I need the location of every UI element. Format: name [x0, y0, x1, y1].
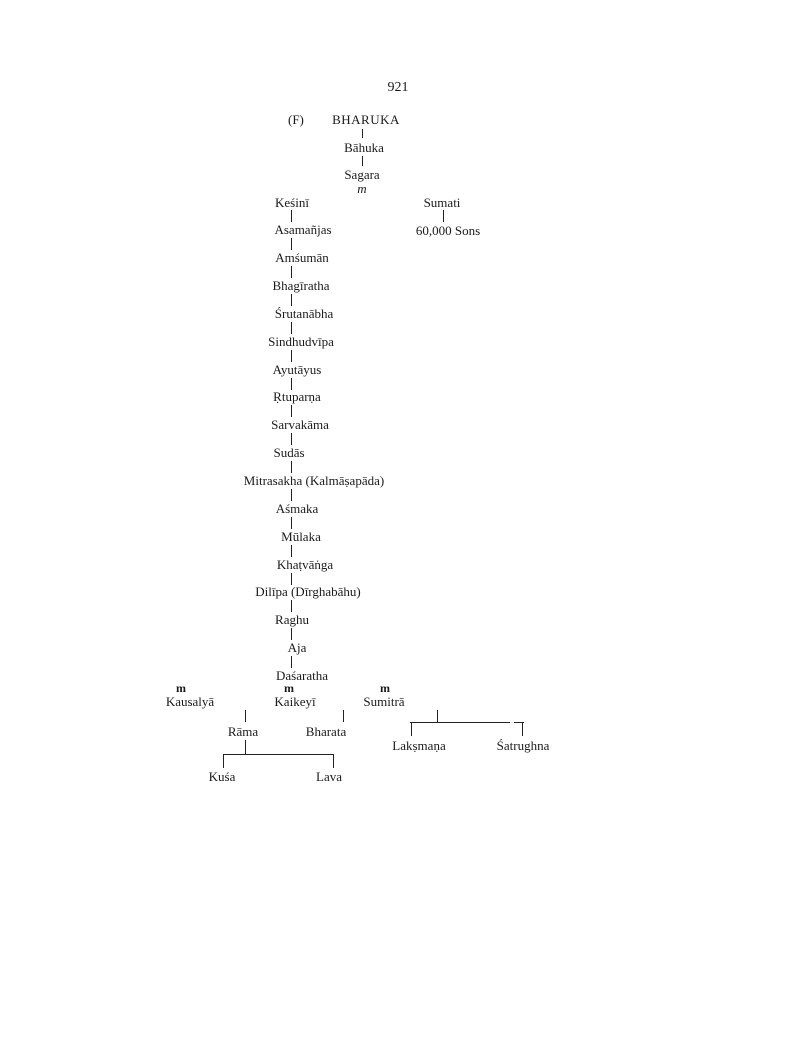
connector	[291, 350, 292, 362]
marriage-mark-kaikeyi: m	[284, 681, 294, 695]
connector	[223, 754, 333, 755]
name-kusa: Kuśa	[208, 769, 236, 784]
connector	[362, 129, 363, 138]
name-mulaka: Mūlaka	[281, 529, 321, 544]
connector	[291, 517, 292, 529]
name-laksmana: Lakṣmaṇa	[392, 738, 446, 753]
name-khatvanga: Khaṭvāṅga	[276, 557, 334, 572]
name-dilipa: Dilīpa (Dīrghabāhu)	[255, 584, 361, 599]
connector	[411, 722, 412, 736]
name-sagara: Sagara	[344, 167, 380, 182]
connector	[291, 628, 292, 640]
name-mitrasakha: Mitrasakha (Kalmāṣapāda)	[243, 473, 385, 488]
connector	[291, 545, 292, 557]
name-asamanjas: Asamañjas	[274, 222, 332, 237]
name-sindhudvipa: Sindhudvīpa	[268, 334, 334, 349]
name-kesini: Keśinī	[275, 195, 309, 210]
connector	[443, 210, 444, 222]
name-sumitra: Sumitrā	[363, 694, 405, 709]
name-sumati: Sumati	[423, 195, 461, 210]
name-asmaka: Aśmaka	[275, 501, 319, 516]
connector	[291, 294, 292, 306]
name-aja: Aja	[287, 640, 307, 655]
connector	[410, 722, 510, 723]
connector	[291, 322, 292, 334]
connector	[362, 156, 363, 166]
name-sudas: Sudās	[273, 445, 305, 460]
sumati-issue: 60,000 Sons	[415, 223, 481, 238]
name-rtuparna: Ṛtuparṇa	[273, 389, 321, 404]
connector	[291, 600, 292, 612]
marriage-mark-kausalya: m	[176, 681, 186, 695]
name-amsuman: Amśumān	[275, 250, 329, 265]
name-dasaratha: Daśaratha	[276, 668, 328, 683]
name-srutanabha: Śrutanābha	[274, 306, 334, 321]
name-bhagiratha: Bhagīratha	[272, 278, 330, 293]
connector	[291, 489, 292, 501]
section-label: (F)	[288, 112, 304, 127]
page-number: 921	[387, 80, 409, 95]
marriage-mark: m	[357, 181, 367, 196]
connector	[291, 405, 292, 417]
root-name: BHARUKA	[332, 112, 400, 127]
connector	[522, 722, 523, 736]
connector	[291, 210, 292, 222]
name-lava: Lava	[316, 769, 342, 784]
connector	[245, 740, 246, 754]
connector	[291, 656, 292, 668]
name-raghu: Raghu	[275, 612, 309, 627]
connector	[291, 266, 292, 278]
name-rama: Rāma	[227, 724, 259, 739]
connector	[223, 754, 224, 768]
name-bahuka: Bāhuka	[344, 140, 384, 155]
name-satrughna: Śatrughna	[496, 738, 550, 753]
connector	[343, 710, 344, 722]
connector	[437, 710, 438, 722]
name-kaikeyi: Kaikeyī	[274, 694, 316, 709]
connector	[291, 461, 292, 473]
connector	[245, 710, 246, 722]
name-kausalya: Kausalyā	[165, 694, 215, 709]
connector	[333, 754, 334, 768]
marriage-mark-sumitra: m	[380, 681, 390, 695]
name-sarvakama: Sarvakāma	[271, 417, 329, 432]
name-bharata: Bharata	[305, 724, 347, 739]
name-ayutayus: Ayutāyus	[272, 362, 322, 377]
connector	[291, 433, 292, 445]
connector	[291, 238, 292, 250]
